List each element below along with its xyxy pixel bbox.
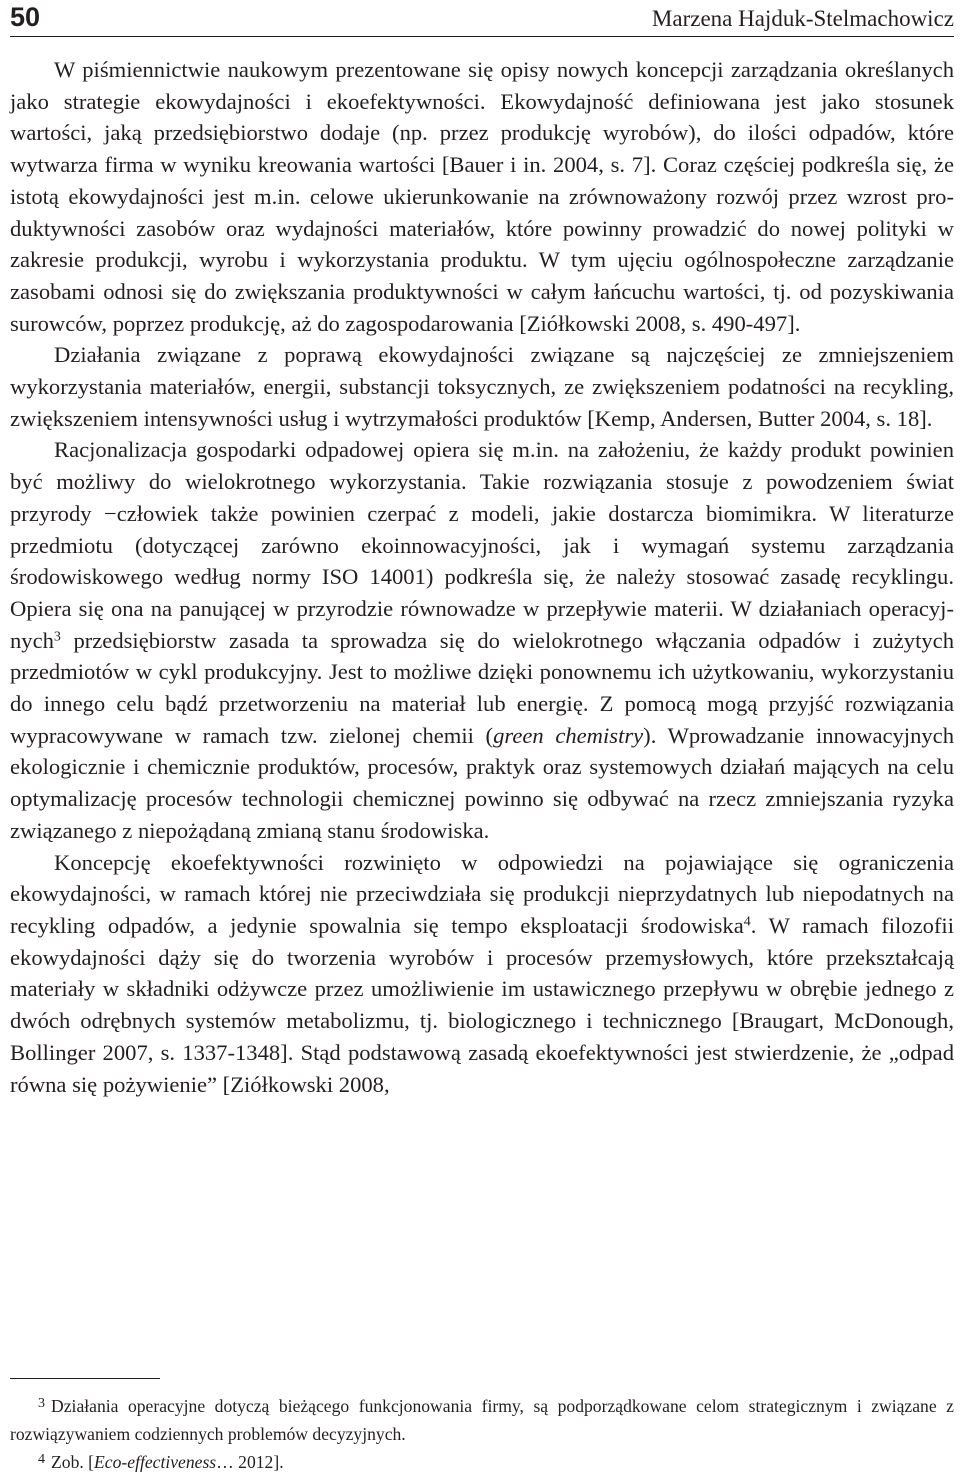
- running-head-author: Marzena Hajduk-Stelmachowicz: [651, 6, 954, 31]
- footnote: [10, 1392, 954, 1448]
- footnote: [10, 1448, 954, 1476]
- footnote-number: 4: [38, 1451, 46, 1468]
- text-run: ). Wprowadzanie innowacyjnych ekologicznie i chemicznie produktów, procesów, praktyk oraz systemowych działań mających na celu optymalizację procesów technologii chemicznej powinno się odbywać na rzecz zmniejszania ryzyka związanego z niepożądaną zmianą stanu środowiska.: [10, 722, 955, 843]
- text-run: W piśmiennictwie naukowym prezentowane się opisy nowych koncepcji zarządzania określanych jako strategie ekowydajności i ekoefektywności. Ekowydajność definiowana jest jako stosunek wartości, jaką przedsiębiorstwo dodaje (np. przez produkcję wyrobów), do ilości odpadów, które wytwarza firma w wyniku kreowania wartości [Bauer i in. 2004, s. 7]. Coraz częściej podkreśla się, że istotą ekowydajności jest m.in. celowe ukierunkowanie na zrównoważony rozwój przez wzrost produktywności zasobów oraz wydajności materiałów, które powinny prowadzić do nowej polityki w zakresie produkcji, wyrobu i wykorzystania produktu. W tym ujęciu ogólnospołeczne zarządzanie zasobami odnosi się do zwiększania produktywności w całym łańcuchu wartości, tj. od pozyskiwania surowców, poprzez produkcję, aż do zagospodarowania [Ziółkowski 2008, s. 490-497].: [10, 57, 954, 336]
- main-text: [10, 54, 954, 1100]
- text-run: Racjonalizacja gospodarki odpadowej opiera się m.in. na założeniu, że każdy produkt powinien być możliwy do wielokrotnego wykorzystania. Takie rozwiązania stosuje z powodzeniem świat przyrody −człowiek także powinien czerpać z modeli, jakie dostarcza biomimikra. W literaturze przedmiotu (dotyczącej zarówno ekoinnowacyjności, jak i wymagań systemu zarządzania środowiskowego według normy ISO 14001) podkreśla się, że należy stosować zasadę recyklingu. Opiera się ona na panującej w przyrodzie równowadze w przepływie materii. W działaniach operacyjnych: [10, 437, 954, 653]
- text-run: przedsiębiorstw zasada ta sprowadza się do wielokrotnego włączania odpadów i zużytych przedmiotów w cykl produkcyjny. Jest to możliwe dzięki ponownemu ich użytkowaniu, wykorzystaniu do innego celu bądź przetworzeniu na materiał lub energię. Z pomocą mogą przyjść rozwiązania wypracowywane w ramach tzw. zielonej chemii (: [10, 627, 954, 748]
- text-run: . W ramach filozofii ekowydajności dąży się do tworzenia wyrobów i procesów przemysłowych, które przekształcają materiały w składniki odżywcze przez umożliwienie im ustawicznego przepływu w obrębie jednego z dwóch odrębnych systemów metabolizmu, tj. biologicznego i technicznego [Braugart, McDonough, Bollinger 2007, s. 1337-1348]. Stąd podstawową zasadą ekoefektywności jest stwierdzenie, że „odpad równa się pożywienie” [Ziółkowski 2008,: [10, 912, 954, 1097]
- paragraph: [10, 54, 954, 339]
- text-run: Działania operacyjne dotyczą bieżącego funkcjonowania firmy, są podporządkowane celom strategicznym i związane z rozwiązywaniem codziennych problemów decyzyjnych.: [10, 1396, 954, 1444]
- italic-term: Eco-effectiveness: [94, 1452, 217, 1472]
- footnotes: [10, 1392, 954, 1476]
- paragraph: [10, 847, 954, 1101]
- text-run: … 2012].: [216, 1452, 284, 1472]
- italic-term: green chemistry: [493, 722, 644, 748]
- page-header: [10, 2, 954, 37]
- text-run: Działania związane z poprawą ekowydajności związane są najczęściej ze zmniejszeniem wykorzystania materiałów, energii, substancji toksycznych, ze zwiększeniem podatności na recykling, zwiększeniem intensywności usług i wytrzymałości produktów [Kemp, Andersen, Butter 2004, s. 18].: [10, 342, 954, 431]
- footnote-divider: [10, 1378, 160, 1379]
- text-run: Zob. [: [51, 1452, 95, 1472]
- page-number: 50: [10, 2, 41, 32]
- footnote-number: 3: [38, 1395, 46, 1412]
- footnote-reference: 3: [53, 628, 61, 644]
- footnote-reference: 4: [743, 914, 751, 930]
- paragraph: [10, 339, 954, 434]
- text-run: Koncepcję ekoefektywności rozwinięto w odpowiedzi na pojawiające się ograniczenia ekowydajności, w ramach której nie przeciwdziała się produkcji nieprzydatnych lub niepodatnych na recykling odpadów, a jedynie spowalnia się tempo eksploatacji środowiska: [10, 849, 954, 938]
- paragraph: [10, 434, 954, 846]
